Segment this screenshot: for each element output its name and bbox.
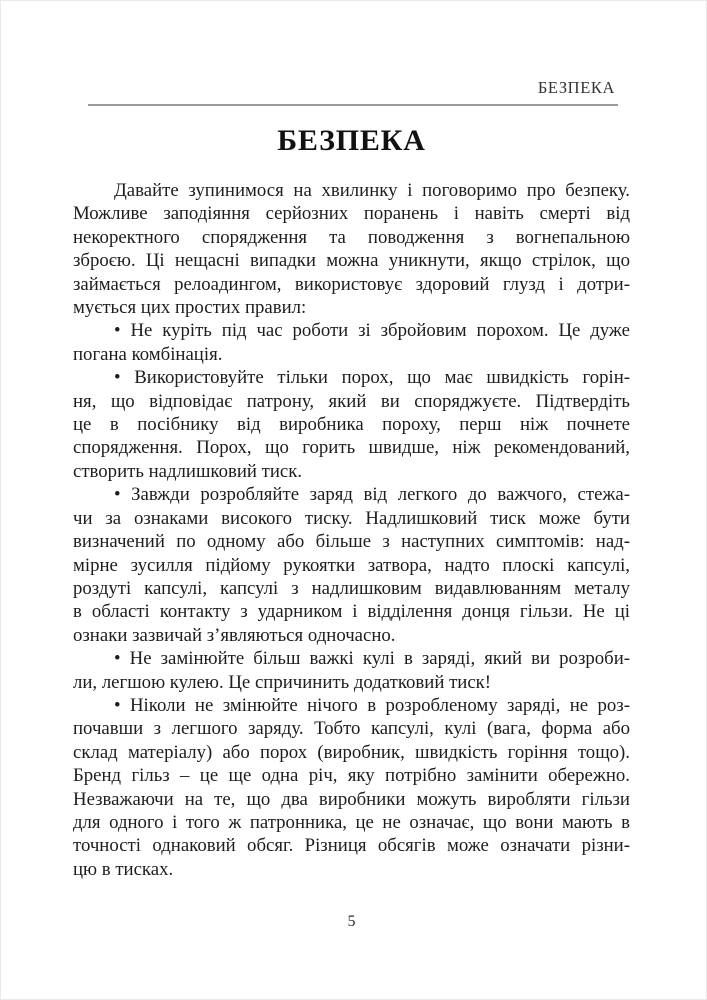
- text-line: • Ніколи не змінюйте нічого в розробленому заряді, не роз-: [114, 694, 630, 716]
- text-line: • Використовуйте тільки порох, що має швидкість горін-: [114, 367, 630, 389]
- text-line: Незважаючи на те, що два виробники можуть виробляти гільзи: [73, 788, 630, 810]
- text-line: Давайте зупинимося на хвилинку і поговоримо про безпеку.: [114, 180, 630, 201]
- text-line: ня, що відповідає патрону, який ви споряджуєте. Підтвердіть: [73, 390, 630, 412]
- text-line: створить надлишковий тиск.: [73, 460, 303, 482]
- text-line: склад матеріалу) або порох (виробник, швидкість горіння тощо).: [73, 741, 630, 763]
- paragraph: [73, 319, 630, 366]
- running-head: БЕЗПЕКА: [537, 78, 615, 97]
- text-line: зброєю. Ці нещасні випадки можна уникнути, якщо стрілок, що: [73, 250, 630, 272]
- paragraph: [73, 179, 630, 319]
- text-line: мується цих простих правил:: [73, 297, 307, 319]
- text-line: цю в тисках.: [73, 858, 174, 880]
- text-line: • Не замінюйте більш важкі кулі в заряді, який ви розроби-: [114, 648, 630, 670]
- text-line: ли, легшою кулею. Це спричинить додатковий тиск!: [73, 671, 492, 693]
- paragraph: [73, 694, 630, 881]
- text-line: • Завжди розробляйте заряд від легкого до важчого, стежа-: [114, 484, 630, 506]
- text-line: некоректного спорядження та поводження з вогнепальною: [73, 226, 630, 248]
- text-line: роздуті капсулі, капсулі з надлишковим видавлюванням металу: [73, 577, 630, 599]
- paragraph: [73, 366, 630, 483]
- paragraph: [73, 647, 630, 694]
- text-line: Можливе заподіяння серйозних поранень і навіть смерті від: [73, 203, 630, 225]
- paragraph: [73, 483, 630, 647]
- text-line: це в посібнику від виробника пороху, перш ніж почнете: [73, 414, 630, 436]
- text-line: для одного і того ж патронника, це не означає, що вони мають в: [73, 811, 630, 833]
- text-line: визначений по одному або більше з наступних симптомів: над-: [73, 531, 630, 553]
- chapter-title: БЕЗПЕКА: [277, 124, 426, 157]
- text-line: ознаки зазвичай з’являються одночасно.: [73, 624, 396, 646]
- header-rule: [88, 104, 618, 106]
- body-text: [73, 179, 630, 881]
- text-line: в області контакту з ударником і відділення донця гільзи. Не ці: [73, 601, 630, 623]
- text-line: погана комбінація.: [73, 343, 223, 365]
- text-line: • Не куріть під час роботи зі збройовим порохом. Це дуже: [114, 320, 630, 342]
- text-line: Бренд гільз – це ще одна річ, яку потрібно замінити обережно.: [73, 765, 630, 787]
- text-line: спорядження. Порох, що горить швидше, ніж рекомендований,: [73, 437, 630, 459]
- text-line: точності однаковий обсяг. Різниця обсягів може означати різни-: [73, 835, 630, 857]
- text-line: почавши з легшого заряду. Тобто капсулі, кулі (вага, форма або: [73, 718, 630, 740]
- text-line: мірне зусилля підйому рукоятки затвора, надто плоскі капсулі,: [73, 554, 630, 576]
- text-line: займається релоадингом, використовує здоровий глузд і дотри-: [73, 273, 630, 295]
- page-number: 5: [347, 913, 356, 930]
- text-line: чи за ознаками високого тиску. Надлишковий тиск може бути: [73, 507, 630, 529]
